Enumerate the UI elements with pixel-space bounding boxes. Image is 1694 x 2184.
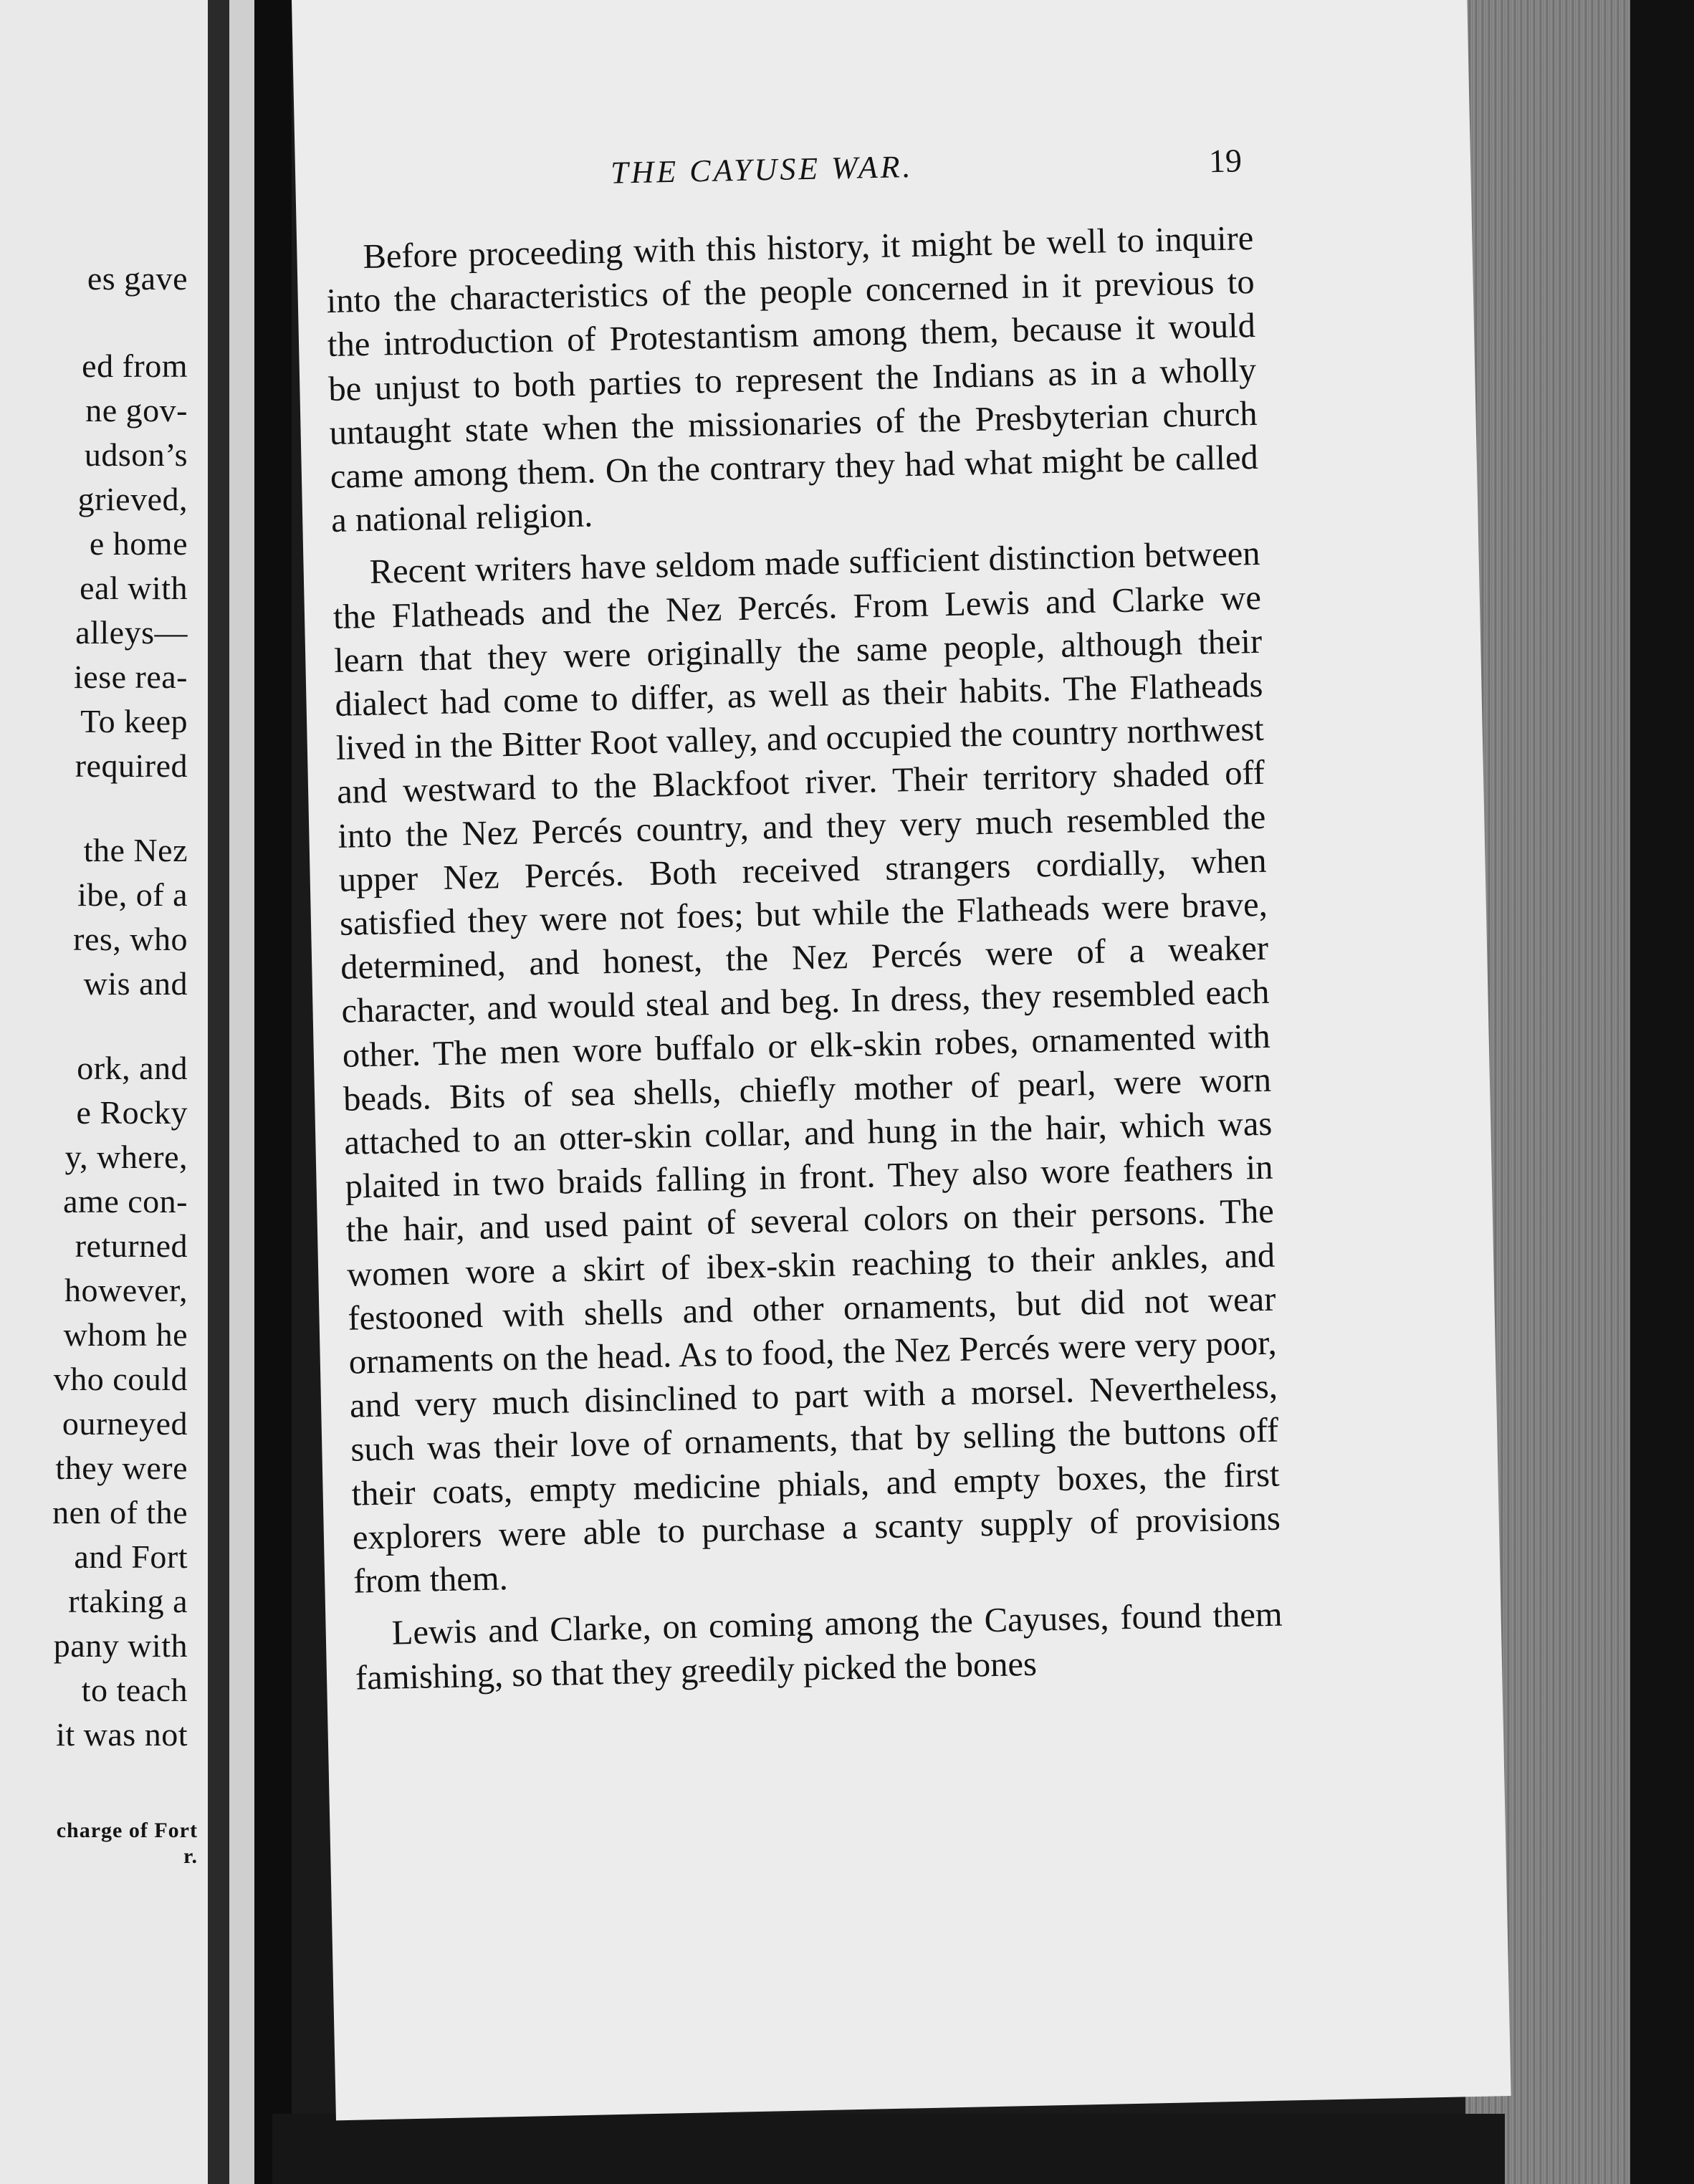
page-header: [295, 137, 1471, 211]
left-page-line: to teach: [81, 1672, 188, 1708]
page-number: 19: [1208, 142, 1243, 180]
left-page-footnote: r.: [183, 1844, 198, 1868]
gutter-fold: [229, 0, 254, 2184]
left-page-line: whom he: [63, 1316, 188, 1353]
gutter-shadow: [208, 0, 229, 2184]
left-page-line: wis and: [83, 965, 188, 1002]
left-page-line: ame con-: [63, 1183, 188, 1220]
left-page-line: e Rocky: [76, 1094, 188, 1131]
book-page: [292, 0, 1511, 2120]
left-page-line: y, where,: [64, 1139, 188, 1175]
left-page-line: eal with: [80, 570, 188, 606]
left-page-line: required: [75, 747, 188, 784]
left-page-line: res, who: [73, 921, 188, 957]
paragraph: Lewis and Clarke, on coming among the Cayuses, found them famishing, so that they greedily picked the bones: [355, 1595, 1283, 1697]
left-page-line: alleys—: [75, 614, 188, 651]
left-page-line: it was not: [56, 1716, 188, 1753]
gutter-binding: [254, 0, 292, 2184]
left-page-line: iese rea-: [74, 658, 188, 695]
paragraph: Recent writers have seldom made sufficient distinction between the Flatheads and the Nez Percés. From Lewis and Clarke we learn that they were originally the same people, although their dialect had come to differ, as well as their habits. The Flatheads lived in the Bitter Root valley, and occupied the country northwest and westward to the Blackfoot river. Their territory shaded off into the Nez Percés country, and they very much resembled the upper Nez Percés. Both received strangers cordially, when satisfied they were not foes; but while the Flatheads were brave, determined, and honest, the Nez Percés were of a weaker character, and would steal and beg. In dress, they resembled each other. The men wore buffalo or elk-skin robes, ornamented with beads. Bits of sea shells, chiefly mother of pearl, were worn attached to an otter-skin collar, and hung in the hair, which was plaited in two braids falling in front. They also wore feathers in the hair, and used paint of several colors on their persons. The women wore a skirt of ibex-skin reaching to their ankles, and festooned with shells and other ornaments, but did not wear ornaments on the head. As to food, the Nez Percés were very poor, and very much disinclined to part with a morsel. Nevertheless, such was their love of ornaments, that by selling the buttons off their coats, empty medicine phials, and empty boxes, the first explorers were able to purchase a scanty supply of provisions from them.: [332, 535, 1281, 1601]
left-page-line: udson’s: [84, 436, 188, 473]
left-page-line: ourneyed: [62, 1405, 188, 1442]
scan-background-right: [1630, 0, 1694, 2184]
left-page-line: nen of the: [52, 1494, 188, 1531]
left-page-line: grieved,: [77, 481, 188, 517]
left-page-line: To keep: [80, 703, 188, 739]
left-page-line: es gave: [87, 260, 188, 297]
left-page-line: and Fort: [74, 1538, 188, 1575]
left-page-line: ed from: [82, 348, 188, 384]
left-page-line: ibe, of a: [77, 876, 188, 913]
left-page-line: the Nez: [83, 832, 188, 868]
left-page-line: ork, and: [77, 1050, 188, 1086]
left-page-line: returned: [75, 1227, 188, 1264]
left-page-line: e home: [89, 525, 188, 562]
left-facing-page: [0, 0, 208, 2184]
left-page-line: rtaking a: [68, 1583, 188, 1619]
paragraph: Before proceeding with this history, it might be well to inquire into the characteristics of the people concerned in it previous to the introduction of Protestantism among them, because it would be unjust to both parties to represent the Indians as in a wholly untaught state when the missionaries of the Presbyterian church came among them. On the contrary they had what might be called a national religion.: [326, 219, 1259, 540]
body-text: [325, 216, 1284, 1708]
left-page-line: pany with: [53, 1627, 188, 1664]
left-page-footnote: charge of Fort: [56, 1819, 198, 1842]
left-page-line: ne gov-: [85, 392, 188, 428]
left-page-line: vho could: [53, 1361, 188, 1397]
left-page-line: however,: [64, 1272, 188, 1308]
scan-background-bottom: [272, 2114, 1505, 2184]
left-page-line: they were: [55, 1450, 188, 1486]
running-head: THE CAYUSE WAR.: [610, 148, 914, 191]
